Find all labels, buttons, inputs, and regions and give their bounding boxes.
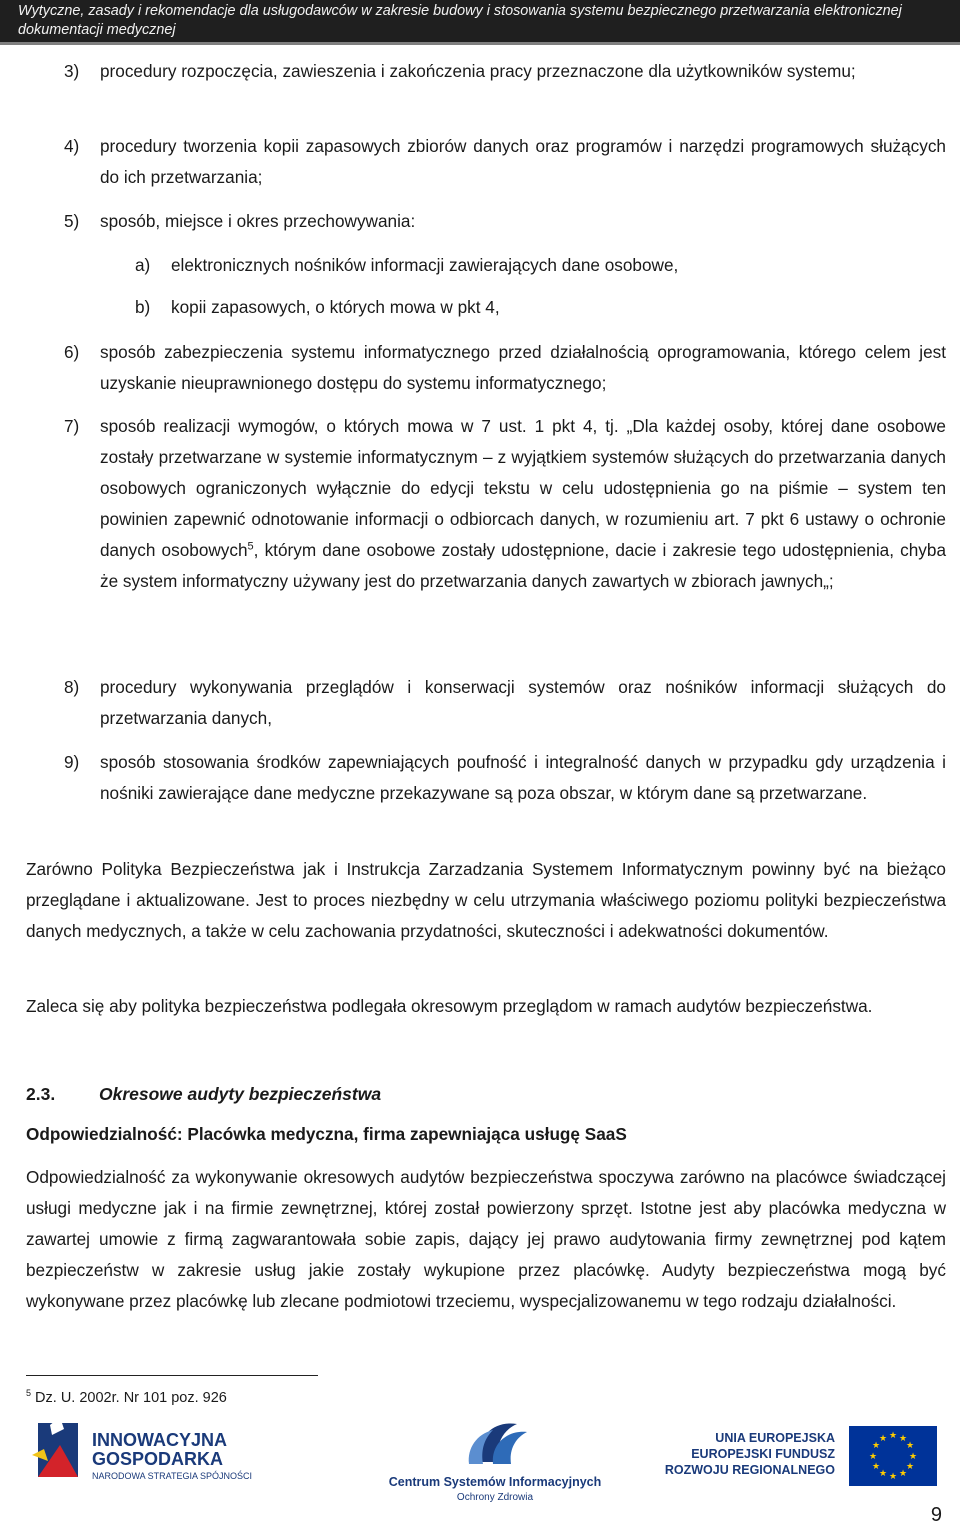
svg-text:★: ★ xyxy=(868,1452,878,1462)
sublist-item-a xyxy=(135,250,935,281)
paragraph-policy-review: Zarówno Polityka Bezpieczeństwa jak i Instrukcja Zarzadzania Systemem Informatycznym powinny być na bieżąco przeglądane i aktualizowane. Jest to proces niezbędny w celu utrzymania właściwego poziomu polityki bezpieczeństwa danych medycznych, a także w celu zachowania przydatności, skuteczności i adekwatności dokumentów. xyxy=(26,859,946,941)
footnote-text: Dz. U. 2002r. Nr 101 poz. 926 xyxy=(35,1390,227,1406)
list-item-text-part: , którym dane osobowe zostały udostępnione, dacie i zakresie tego udostępnienia, chyba że system informatyczny używany jest do przetwarzania danych zawartych w zbiorach jawnych„; xyxy=(100,540,947,591)
header-title: Wytyczne, zasady i rekomendacje dla usługodawców w zakresie budowy i stosowania systemu bezpiecznego przetwarzania elektronicznej dokumentacji medycznej xyxy=(18,3,902,38)
list-item-text: procedury wykonywania przeglądów i konserwacji systemów oraz nośników informacji służących do przetwarzania danych, xyxy=(100,677,946,728)
sublist-item-text: elektronicznych nośników informacji zawierających dane osobowe, xyxy=(171,255,679,275)
list-item-number: 8) xyxy=(64,677,80,697)
list-item-7 xyxy=(64,411,946,597)
list-item-4 xyxy=(64,131,946,193)
ig-line3: NARODOWA STRATEGIA SPÓJNOŚCI xyxy=(92,1471,253,1481)
svg-text:★: ★ xyxy=(898,1469,908,1479)
innowacyjna-gospodarka-logo xyxy=(30,1415,265,1485)
list-item-text-part: sposób realizacji wymogów, o których mowa w 7 ust. 1 pkt 4, tj. „Dla każdej osoby, której dane osobowe zostały przetwarzane w systemie informatycznym – z wyjątkiem systemów służących do przetwarzania danych osobowych ograniczonych wyłącznie do edycji tekstu w celu udostępnienia go na piśmie – system ten powinien zapewnić odnotowanie informacji o odbiorcach danych, w rozumieniu art. 7 pkt 6 ustawy o ochronie danych osobowych xyxy=(100,416,946,560)
list-item-5 xyxy=(64,206,946,237)
csioz-line1: Centrum Systemów Informacyjnych xyxy=(388,1475,602,1489)
ig-emblem-icon xyxy=(30,1415,265,1485)
list-item-text: procedury tworzenia kopii zapasowych zbiorów danych oraz programów i narzędzi programowych służących do ich przetwarzania; xyxy=(100,136,946,187)
eu-line2: EUROPEJSKI FUNDUSZ xyxy=(691,1447,835,1461)
svg-text:★: ★ xyxy=(878,1434,888,1444)
svg-text:★: ★ xyxy=(871,1462,881,1472)
list-item-text: sposób zabezpieczenia systemu informatycznego przed działalnością oprogramowania, którego celem jest uzyskanie nieuprawnionego dostępu do systemu informatycznego; xyxy=(100,342,946,393)
list-item-3 xyxy=(64,56,946,87)
svg-text:★: ★ xyxy=(888,1472,898,1482)
eu-line1: UNIA EUROPEJSKA xyxy=(715,1431,835,1445)
list-item-text: sposób stosowania środków zapewniających poufność i integralność danych w przypadku gdy urządzenia i nośniki zawierające dane medyczne przekazywane są poza obszar, w którym dane są przetwarzane. xyxy=(100,752,946,803)
list-item-number: 9) xyxy=(64,752,80,772)
footnote-divider xyxy=(26,1375,318,1376)
list-item-number: 7) xyxy=(64,416,80,436)
section-heading xyxy=(26,1080,382,1108)
section-title: Okresowe audyty bezpieczeństwa xyxy=(99,1084,382,1104)
csioz-swirl-icon xyxy=(385,1414,605,1506)
list-item-number: 4) xyxy=(64,136,80,156)
paragraph-audit-responsibility: Odpowiedzialność za wykonywanie okresowych audytów bezpieczeństwa spoczywa zarówno na placówce świadczącej usługi medyczne jak i na firmie zewnętrznej, której został powierzony sprzęt. Istotne jest aby placówka medyczna w zawartej umowie z firmą zagwarantowała sobie zapis, dający jej prawo audytowania firmy zewnętrznej pod kątem bezpieczeństw w zakresie usług jakie zostały wykupione przez placówkę. Audyty bezpieczeństwa mogą być wykonywane przez placówkę lub zlecane podmiotowi trzeciemu, wyspecjalizowanemu w tego rodzaju działalności. xyxy=(26,1167,946,1311)
eu-flag-icon xyxy=(849,1426,937,1486)
page-number: 9 xyxy=(930,1504,942,1526)
list-item-number: 3) xyxy=(64,61,80,81)
svg-text:★: ★ xyxy=(905,1441,915,1451)
list-item-9 xyxy=(64,747,946,809)
ig-line2: GOSPODARKA xyxy=(92,1449,224,1469)
footnote xyxy=(26,1388,227,1408)
csioz-line2: Ochrony Zdrowia xyxy=(456,1492,534,1503)
svg-text:★: ★ xyxy=(888,1431,898,1441)
eu-line3: ROZWOJU REGIONALNEGO xyxy=(664,1463,835,1477)
list-item-number: 6) xyxy=(64,342,80,362)
section-number: 2.3. xyxy=(26,1084,56,1104)
responsibility-line: Odpowiedzialność: Placówka medyczna, firma zapewniająca usługę SaaS xyxy=(26,1124,627,1144)
sublist-item-b xyxy=(135,292,935,323)
csioz-logo xyxy=(385,1414,605,1506)
svg-text:★: ★ xyxy=(878,1469,888,1479)
list-item-8 xyxy=(64,672,946,734)
footnote-reference: 5 xyxy=(247,540,254,553)
list-item-text: procedury rozpoczęcia, zawieszenia i zakończenia pracy przeznaczone dla użytkowników systemu; xyxy=(100,61,856,81)
svg-text:★: ★ xyxy=(871,1441,881,1451)
page-header xyxy=(0,0,960,45)
svg-text:★: ★ xyxy=(898,1434,908,1444)
list-item-number: 5) xyxy=(64,211,80,231)
sublist-item-letter: a) xyxy=(135,255,151,275)
list-item-text: sposób, miejsce i okres przechowywania: xyxy=(100,211,416,231)
list-item-text xyxy=(100,411,946,597)
svg-text:★: ★ xyxy=(905,1462,915,1472)
paragraph-audit-recommendation: Zaleca się aby polityka bezpieczeństwa podlegała okresowym przeglądom w ramach audytów bezpieczeństwa. xyxy=(26,996,873,1016)
ig-line1: INNOWACYJNA xyxy=(92,1430,228,1450)
eu-logo xyxy=(664,1424,941,1488)
footnote-number: 5 xyxy=(26,1388,32,1399)
sublist-item-letter: b) xyxy=(135,297,151,317)
sublist-item-text: kopii zapasowych, o których mowa w pkt 4, xyxy=(171,297,500,317)
list-item-6 xyxy=(64,337,946,399)
svg-text:★: ★ xyxy=(908,1452,918,1462)
